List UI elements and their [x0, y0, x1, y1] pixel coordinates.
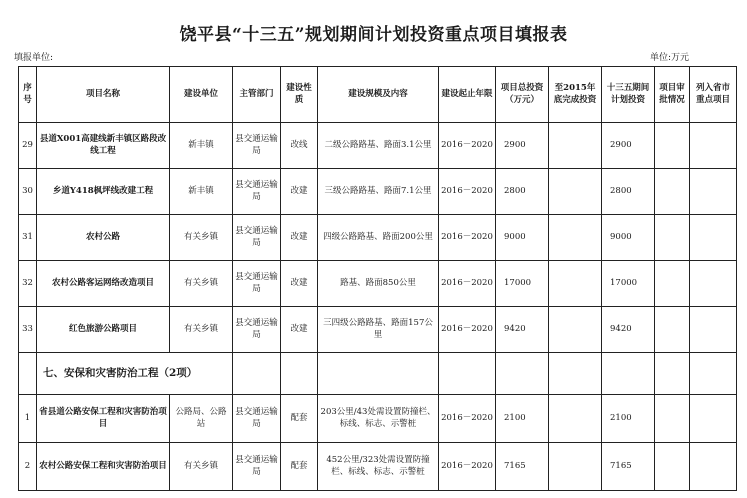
project-name: 农村公路安保工程和灾害防治项目: [37, 443, 170, 491]
unit-label: 单位:万元: [650, 53, 690, 63]
col-header: 十三五期间计划投资: [602, 67, 655, 123]
planned-investment: 2800: [602, 169, 655, 215]
construction-years: 2016－2020: [439, 307, 496, 353]
table-row: [19, 443, 737, 491]
row-number: 33: [19, 307, 37, 353]
construction-scale: 四级公路路基、路面200公里: [318, 215, 439, 261]
construction-nature: 配套: [281, 395, 318, 443]
key-project: [690, 443, 737, 491]
planned-investment: 17000: [602, 261, 655, 307]
project-name: 红色旅游公路项目: [37, 307, 170, 353]
project-name: 省县道公路安保工程和灾害防治项目: [37, 395, 170, 443]
section-row: [19, 353, 737, 395]
construction-nature: 改建: [281, 169, 318, 215]
col-header: 列入省市重点项目: [690, 67, 737, 123]
project-name: 县道X001高建线新丰镇区路段改线工程: [37, 123, 170, 169]
planned-investment: 2900: [602, 123, 655, 169]
col-header: 建设性质: [281, 67, 318, 123]
completed-investment: [549, 261, 602, 307]
department: 县交通运输局: [233, 123, 281, 169]
row-number: 32: [19, 261, 37, 307]
construction-scale: 203公里/43处需设置防撞栏、标线、标志、示警桩: [318, 395, 439, 443]
planned-investment: 9420: [602, 307, 655, 353]
construction-years: 2016－2020: [439, 443, 496, 491]
row-number: 31: [19, 215, 37, 261]
construction-unit: 新丰镇: [170, 169, 233, 215]
approval-status: [655, 395, 690, 443]
planned-investment: 9000: [602, 215, 655, 261]
col-header: 主管部门: [233, 67, 281, 123]
completed-investment: [549, 169, 602, 215]
project-table: [18, 66, 737, 491]
construction-unit: 有关乡镇: [170, 307, 233, 353]
completed-investment: [549, 395, 602, 443]
section-title: 七、安保和灾害防治工程（2项）: [37, 353, 233, 395]
project-name: 农村公路: [37, 215, 170, 261]
construction-nature: 改建: [281, 215, 318, 261]
key-project: [690, 215, 737, 261]
construction-years: 2016－2020: [439, 395, 496, 443]
department: 县交通运输局: [233, 169, 281, 215]
table-header-row: [19, 67, 737, 123]
completed-investment: [549, 307, 602, 353]
row-number: 30: [19, 169, 37, 215]
construction-unit: 新丰镇: [170, 123, 233, 169]
construction-scale: 路基、路面850公里: [318, 261, 439, 307]
total-investment: 2900: [496, 123, 549, 169]
col-header: 建设规模及内容: [318, 67, 439, 123]
construction-scale: 二级公路路基、路面3.1公里: [318, 123, 439, 169]
col-header: 项目审批情况: [655, 67, 690, 123]
construction-nature: 配套: [281, 443, 318, 491]
completed-investment: [549, 123, 602, 169]
total-investment: 2800: [496, 169, 549, 215]
approval-status: [655, 443, 690, 491]
key-project: [690, 261, 737, 307]
department: 县交通运输局: [233, 215, 281, 261]
table-row: [19, 307, 737, 353]
construction-years: 2016－2020: [439, 123, 496, 169]
col-header: 至2015年底完成投资: [549, 67, 602, 123]
construction-nature: 改建: [281, 307, 318, 353]
construction-scale: 三四级公路路基、路面157公里: [318, 307, 439, 353]
project-name: 农村公路客运网络改造项目: [37, 261, 170, 307]
col-header: 序号: [19, 67, 37, 123]
department: 县交通运输局: [233, 443, 281, 491]
col-header: 建设起止年限: [439, 67, 496, 123]
col-header: 项目总投资（万元）: [496, 67, 549, 123]
key-project: [690, 395, 737, 443]
row-number: 1: [19, 395, 37, 443]
page-title: 饶平县“十三五”规划期间计划投资重点项目填报表: [179, 25, 568, 45]
project-name: 乡道Y418枫坪线改建工程: [37, 169, 170, 215]
col-header: 建设单位: [170, 67, 233, 123]
table-row: [19, 395, 737, 443]
key-project: [690, 123, 737, 169]
construction-nature: 改建: [281, 261, 318, 307]
approval-status: [655, 261, 690, 307]
col-header: 项目名称: [37, 67, 170, 123]
approval-status: [655, 215, 690, 261]
construction-scale: 452公里/323处需设置防撞栏、标线、标志、示警桩: [318, 443, 439, 491]
completed-investment: [549, 215, 602, 261]
key-project: [690, 307, 737, 353]
construction-nature: 改线: [281, 123, 318, 169]
completed-investment: [549, 443, 602, 491]
department: 县交通运输局: [233, 395, 281, 443]
table-row: [19, 215, 737, 261]
construction-unit: 公路局、公路站: [170, 395, 233, 443]
construction-years: 2016－2020: [439, 169, 496, 215]
planned-investment: 2100: [602, 395, 655, 443]
construction-unit: 有关乡镇: [170, 261, 233, 307]
row-number: 29: [19, 123, 37, 169]
department: 县交通运输局: [233, 261, 281, 307]
department: 县交通运输局: [233, 307, 281, 353]
planned-investment: 7165: [602, 443, 655, 491]
construction-scale: 三级公路路基、路面7.1公里: [318, 169, 439, 215]
table-row: [19, 169, 737, 215]
construction-unit: 有关乡镇: [170, 215, 233, 261]
total-investment: 2100: [496, 395, 549, 443]
table-row: [19, 261, 737, 307]
total-investment: 9420: [496, 307, 549, 353]
approval-status: [655, 169, 690, 215]
construction-unit: 有关乡镇: [170, 443, 233, 491]
construction-years: 2016－2020: [439, 261, 496, 307]
key-project: [690, 169, 737, 215]
total-investment: 7165: [496, 443, 549, 491]
total-investment: 9000: [496, 215, 549, 261]
construction-years: 2016－2020: [439, 215, 496, 261]
table-row: [19, 123, 737, 169]
row-number: 2: [19, 443, 37, 491]
approval-status: [655, 307, 690, 353]
approval-status: [655, 123, 690, 169]
total-investment: 17000: [496, 261, 549, 307]
filler-label: 填报单位:: [14, 53, 54, 63]
